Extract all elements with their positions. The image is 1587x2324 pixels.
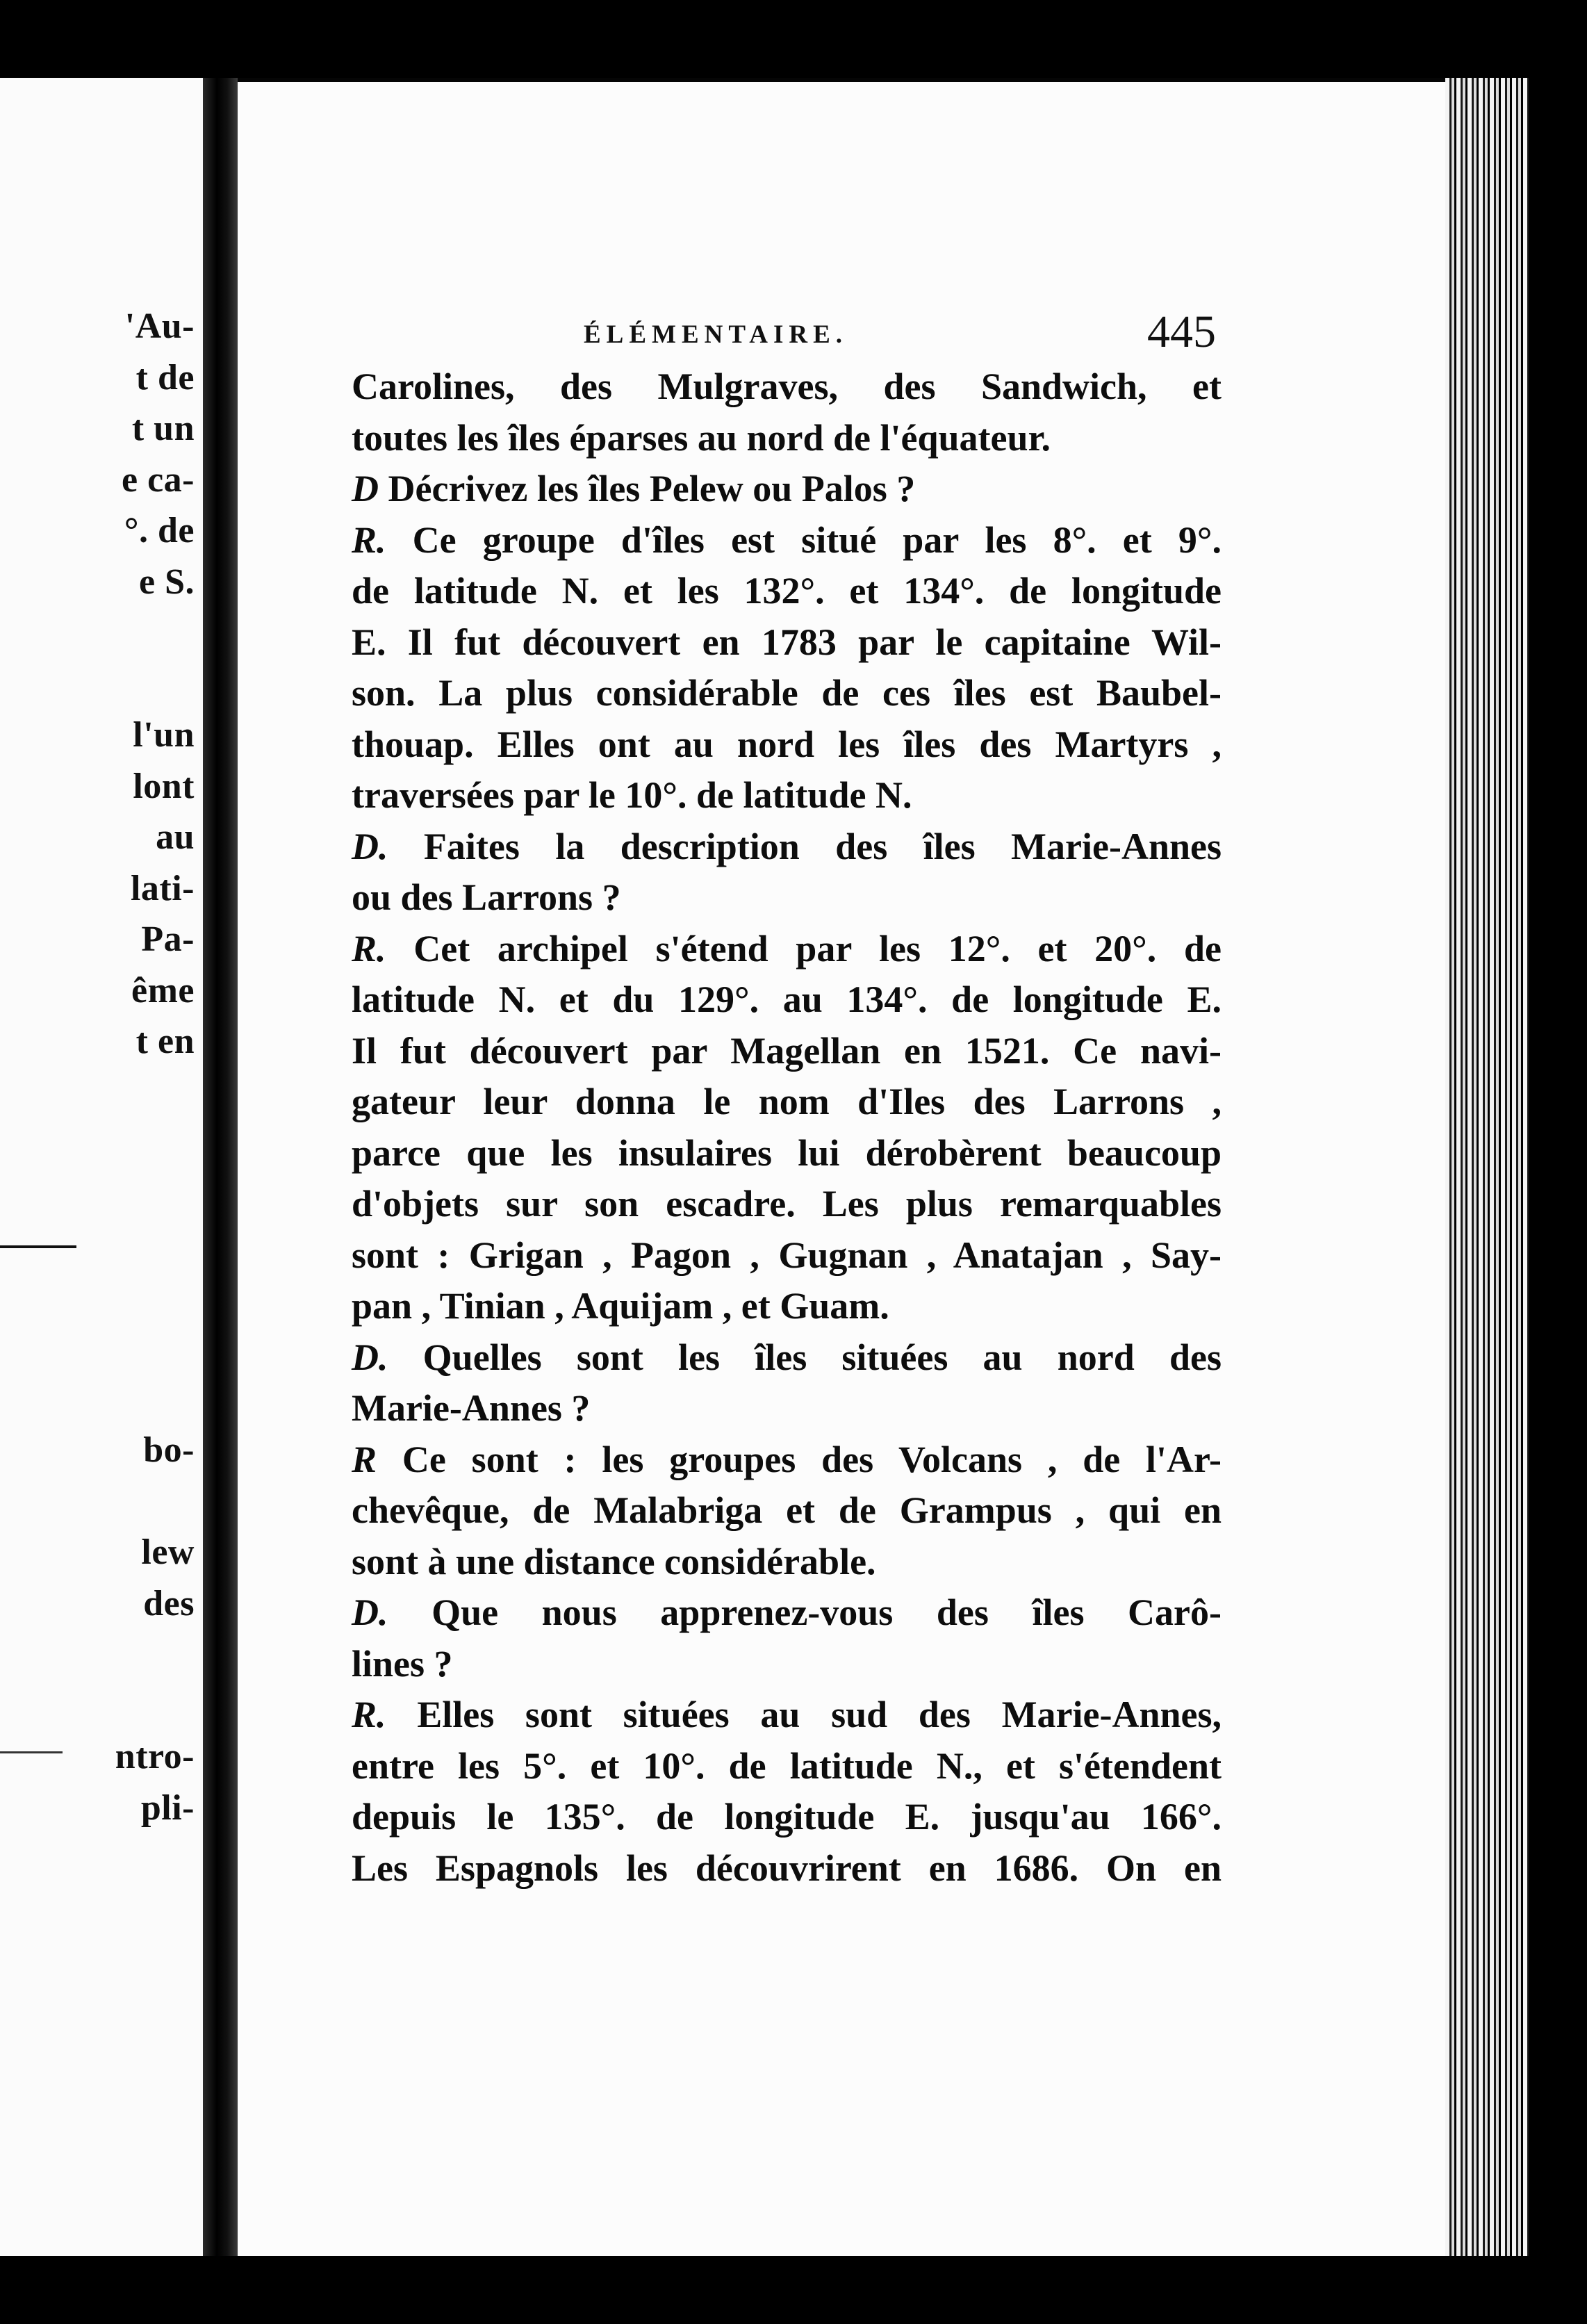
line-text: thouap. Elles ont au nord les îles des Martyrs , bbox=[352, 723, 1222, 765]
text-line bbox=[352, 668, 1222, 719]
line-text: parce que les insulaires lui dérobèrent beaucoup bbox=[352, 1131, 1222, 1174]
text-line bbox=[352, 1843, 1222, 1895]
line-text: d'objets sur son escadre. Les plus remarquables bbox=[352, 1183, 1222, 1225]
line-text: ou des Larrons ? bbox=[352, 876, 621, 918]
line-text: Cet archipel s'étend par les 12°. et 20°. de bbox=[386, 927, 1222, 969]
dialogue-marker: D bbox=[352, 468, 379, 509]
facing-page-line-fragment: t de bbox=[135, 357, 195, 398]
scan-border-top bbox=[0, 0, 1587, 78]
facing-page-line-fragment: e S. bbox=[139, 562, 195, 602]
text-line bbox=[352, 1741, 1222, 1792]
text-line bbox=[352, 1434, 1222, 1486]
line-text: son. La plus considérable de ces îles est Baubel- bbox=[352, 672, 1222, 714]
dialogue-marker: R bbox=[352, 1438, 377, 1480]
text-line bbox=[352, 1689, 1222, 1741]
text-line bbox=[352, 974, 1222, 1026]
book-gutter bbox=[203, 78, 238, 2256]
line-text: gateur leur donna le nom d'Iles des Larrons , bbox=[352, 1081, 1222, 1122]
line-text: Il fut découvert par Magellan en 1521. Ce navi- bbox=[352, 1029, 1222, 1072]
line-text: Ce sont : les groupes des Volcans , de l'Ar- bbox=[377, 1438, 1222, 1480]
text-line bbox=[352, 1026, 1222, 1077]
text-line bbox=[352, 1230, 1222, 1282]
text-line bbox=[352, 1485, 1222, 1537]
text-line bbox=[352, 770, 1222, 821]
facing-page-left bbox=[0, 78, 203, 2256]
line-text: traversées par le 10°. de latitude N. bbox=[352, 774, 912, 816]
line-text: sont à une distance considérable. bbox=[352, 1540, 876, 1582]
line-text: sont : Grigan , Pagon , Gugnan , Anatajan , Say- bbox=[352, 1234, 1222, 1276]
text-line bbox=[352, 413, 1222, 464]
facing-page-line-fragment: Pa- bbox=[141, 919, 195, 959]
text-line bbox=[352, 719, 1222, 771]
line-text: Que nous apprenez-vous des îles Carô- bbox=[388, 1591, 1222, 1633]
dialogue-marker: D. bbox=[352, 1336, 388, 1378]
facing-page-line-fragment: t en bbox=[135, 1022, 195, 1061]
line-text: Carolines, des Mulgraves, des Sandwich, et bbox=[352, 366, 1222, 407]
line-text: E. Il fut découvert en 1783 par le capitaine Wil- bbox=[352, 621, 1222, 663]
line-text: de latitude N. et les 132°. et 134°. de longitude bbox=[352, 570, 1222, 612]
text-line bbox=[352, 924, 1222, 975]
text-line bbox=[352, 1792, 1222, 1843]
dialogue-marker: D. bbox=[352, 1591, 388, 1633]
body-text bbox=[352, 361, 1222, 1894]
facing-page-line-fragment: des bbox=[143, 1583, 195, 1623]
scan-border-right bbox=[1529, 78, 1587, 2256]
text-line bbox=[352, 821, 1222, 873]
text-line bbox=[352, 1639, 1222, 1690]
line-text: chevêque, de Malabriga et de Grampus , qui en bbox=[352, 1489, 1222, 1531]
facing-page-line-fragment: t un bbox=[131, 409, 195, 448]
line-text: Décrivez les îles Pelew ou Palos ? bbox=[379, 468, 916, 509]
text-line bbox=[352, 1537, 1222, 1588]
text-line bbox=[352, 1281, 1222, 1332]
page-stack-edge bbox=[1445, 78, 1529, 2256]
text-line bbox=[352, 361, 1222, 413]
facing-page-line-fragment: ntro- bbox=[115, 1737, 195, 1776]
text-line bbox=[352, 1332, 1222, 1384]
text-line bbox=[352, 515, 1222, 566]
running-title: ÉLÉMENTAIRE. bbox=[584, 320, 848, 349]
facing-page-line-fragment: bo- bbox=[143, 1430, 195, 1470]
facing-page-line-fragment: au bbox=[156, 817, 195, 857]
facing-page-line-fragment: 'Au- bbox=[124, 306, 195, 346]
text-line bbox=[352, 566, 1222, 617]
facing-page-line-fragment: lew bbox=[141, 1532, 195, 1572]
facing-page-line-fragment: l'un bbox=[133, 715, 195, 755]
facing-page-rule bbox=[0, 1751, 63, 1753]
line-text: Faites la description des îles Marie-Annes bbox=[388, 825, 1222, 867]
facing-page-line-fragment: pli- bbox=[140, 1787, 195, 1828]
line-text: entre les 5°. et 10°. de latitude N., et s'étendent bbox=[352, 1744, 1222, 1787]
dialogue-marker: R. bbox=[352, 1694, 386, 1735]
running-head bbox=[354, 306, 1216, 361]
facing-page-line-fragment: e ca- bbox=[122, 459, 195, 500]
facing-page-line-fragment: °. de bbox=[124, 511, 195, 550]
page-number: 445 bbox=[1147, 306, 1216, 357]
text-line bbox=[352, 872, 1222, 924]
scan-border-bottom bbox=[0, 2256, 1587, 2324]
text-line bbox=[352, 1179, 1222, 1230]
dialogue-marker: D. bbox=[352, 825, 388, 867]
facing-page-line-fragment: lati- bbox=[130, 868, 195, 908]
line-text: Ce groupe d'îles est situé par les 8°. et 9°. bbox=[386, 518, 1222, 561]
line-text: Quelles sont les îles situées au nord des bbox=[388, 1336, 1222, 1378]
dialogue-marker: R. bbox=[352, 518, 386, 561]
text-line bbox=[352, 464, 1222, 515]
text-line bbox=[352, 1128, 1222, 1179]
facing-page-rule bbox=[0, 1245, 76, 1248]
line-text: latitude N. et du 129°. au 134°. de longitude E. bbox=[352, 979, 1222, 1020]
text-line bbox=[352, 1383, 1222, 1434]
line-text: lines ? bbox=[352, 1642, 453, 1685]
facing-page-line-fragment: ême bbox=[131, 970, 195, 1010]
facing-page-line-fragment: lont bbox=[133, 766, 195, 806]
dialogue-marker: R. bbox=[352, 927, 386, 969]
line-text: pan , Tinian , Aquijam , et Guam. bbox=[352, 1285, 889, 1327]
text-line bbox=[352, 617, 1222, 669]
line-text: toutes les îles éparses au nord de l'équateur. bbox=[352, 416, 1051, 459]
line-text: depuis le 135°. de longitude E. jusqu'au 166°. bbox=[352, 1796, 1222, 1838]
line-text: Marie-Annes ? bbox=[352, 1387, 591, 1429]
line-text: Les Espagnols les découvrirent en 1686. On en bbox=[352, 1847, 1222, 1889]
text-line bbox=[352, 1077, 1222, 1128]
text-line bbox=[352, 1587, 1222, 1639]
line-text: Elles sont situées au sud des Marie-Annes, bbox=[386, 1694, 1222, 1735]
